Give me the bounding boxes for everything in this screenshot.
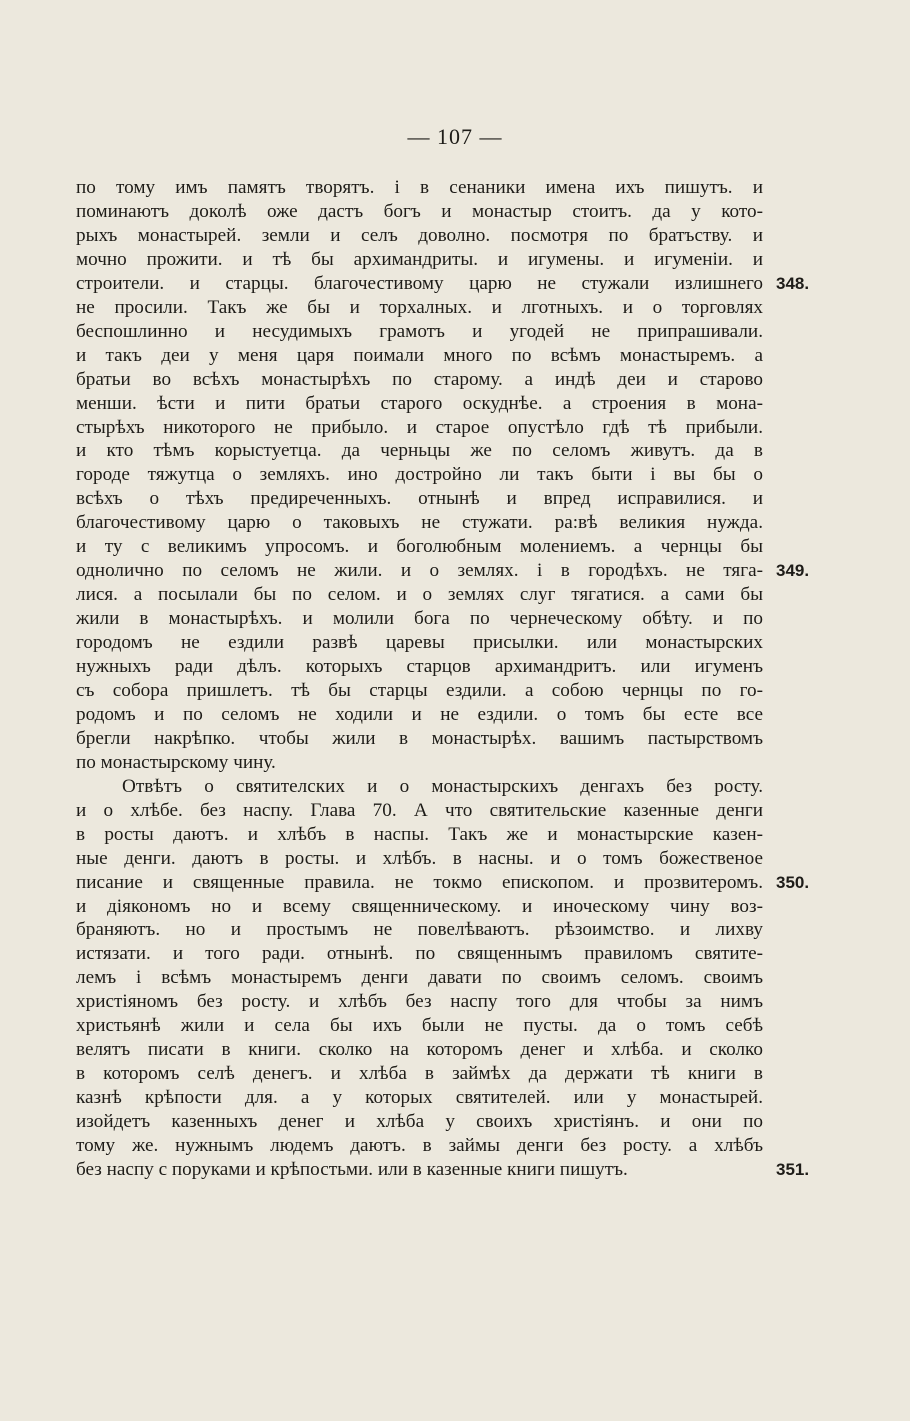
text-line: истязати. и того ради. отнынѣ. по священнымъ правиломъ святите- (76, 943, 763, 965)
text-line: всѣхъ о тѣхъ предиреченныхъ. отнынѣ и впред исправилися. и (76, 488, 763, 510)
text-line: съ собора пришлетъ. тѣ бы старцы ездили. а собою чернцы по го- (76, 679, 763, 701)
text-line: стырѣхъ никоторого не прибыло. и старое опустѣло гдѣ тѣ прибыли. (76, 416, 763, 438)
text-line: поминаютъ доколѣ оже дастъ богъ и монастыр стоитъ. да у кото- (76, 200, 763, 222)
text-line: и кто тѣмъ корыстуетца. да черньцы же по селомъ живутъ. да в (76, 440, 763, 462)
text-line: по тому имъ памятъ творятъ. і в сенаники имена ихъ пишутъ. и (76, 177, 763, 198)
text-line: писание и священные правила. не токмо епископом. и прозвитеромъ. (76, 871, 763, 893)
text-line: родомъ и по селомъ не ходили и не ездили. о томъ бы есте все (76, 703, 763, 725)
text-line: Отвѣтъ о святителских и о монастырскихъ денгахъ без росту. (122, 775, 763, 797)
text-line: и о хлѣбе. без наспу. Глава 70. А что святительские казенные денги (76, 799, 763, 821)
text-line: мочно прожити. и тѣ бы архимандриты. и игумены. и игуменіи. и (76, 248, 763, 270)
text-line: изойдетъ казенныхъ денег и хлѣба у своихъ христіянъ. и они по (76, 1111, 763, 1133)
page-number: — 107 — (407, 124, 503, 149)
margin-number: 348. (776, 273, 810, 293)
text-line: менши. ѣсти и пити братьи старого оскуднѣе. а строения в мона- (76, 392, 763, 414)
text-line: не просили. Такъ же бы и торхалных. и лготныхъ. и о торговлях (76, 296, 763, 318)
text-line: однолично по селомъ не жили. и о землях. і в городѣхъ. не тяга- (76, 560, 763, 582)
text-line: христьянѣ жили и села бы ихъ были не пусты. да о томъ себѣ (76, 1015, 763, 1037)
text-line: в росты даютъ. и хлѣбъ в наспы. Такъ же и монастырские казен- (76, 823, 763, 845)
text-line: лися. а посылали бы по селом. и о землях слуг тягатися. а сами бы (76, 584, 763, 606)
text-line: ные денги. даютъ в росты. и хлѣбъ. в насны. и о томъ божественое (76, 847, 763, 869)
text-line: строители. и старцы. благочестивому царю не стужали излишнего (76, 272, 763, 294)
text-line: по монастырскому чину. (76, 751, 276, 773)
margin-number: 349. (776, 561, 810, 581)
text-line: тому же. нужнымъ людемъ даютъ. в займы денги без росту. а хлѣбъ (76, 1135, 763, 1156)
text-line: и ту с великимъ упросомъ. и боголюбным молениемъ. а чернцы бы (76, 536, 763, 558)
text-line: рыхъ монастырей. земли и селъ доволно. посмотря по братъству. и (76, 224, 763, 246)
margin-number: 350. (776, 872, 810, 892)
text-line: городомъ не ездили развѣ царевы присылки. или монастырских (76, 632, 763, 654)
text-line: и такъ деи у меня царя поимали много по всѣмъ монастыремъ. а (76, 344, 763, 366)
text-line: в которомъ селѣ денегъ. и хлѣба в займѣх да держати тѣ книги в (76, 1063, 763, 1085)
text-line: жили в монастырѣхъ. и молили бога по чернеческому обѣту. и по (76, 608, 763, 630)
text-line: лемъ і всѣмъ монастыремъ денги давати по своимъ селомъ. своимъ (76, 967, 763, 989)
text-line: без наспу с поруками и крѣпостьми. или в казенные книги пишутъ. (76, 1158, 628, 1180)
text-line: христіяномъ без росту. и хлѣбъ без наспу того для чтобы за нимъ (76, 991, 763, 1013)
text-line: велятъ писати в книги. сколко на которомъ денег и хлѣба. и сколко (76, 1039, 763, 1061)
text-line: благочестивому царю о таковыхъ не стужати. ра:вѣ великия нужда. (76, 512, 763, 534)
text-line: казнѣ крѣпости для. а у которых святителей. или у монастырей. (76, 1087, 763, 1109)
text-line: городе тяжутца о земляхъ. ино достройно ли такъ быти і вы бы о (76, 464, 763, 486)
text-line: браняютъ. но и простымъ не повелѣваютъ. рѣзоимство. и лихву (76, 919, 763, 941)
text-line: братьи во всѣхъ монастырѣхъ по старому. а индѣ деи и старово (76, 368, 763, 390)
text-line: беспошлинно и несудимыхъ грамотъ и угодей не припрашивали. (76, 320, 763, 342)
text-line: и діякономъ но и всему священническому. и иноческому чину воз- (76, 895, 763, 917)
text-line: брегли накрѣпко. чтобы жили в монастырѣх. вашимъ пастырствомъ (76, 727, 763, 749)
text-line: нужныхъ ради дѣлъ. которыхъ старцов архимандритъ. или игуменъ (76, 656, 763, 677)
margin-number: 351. (776, 1159, 810, 1179)
